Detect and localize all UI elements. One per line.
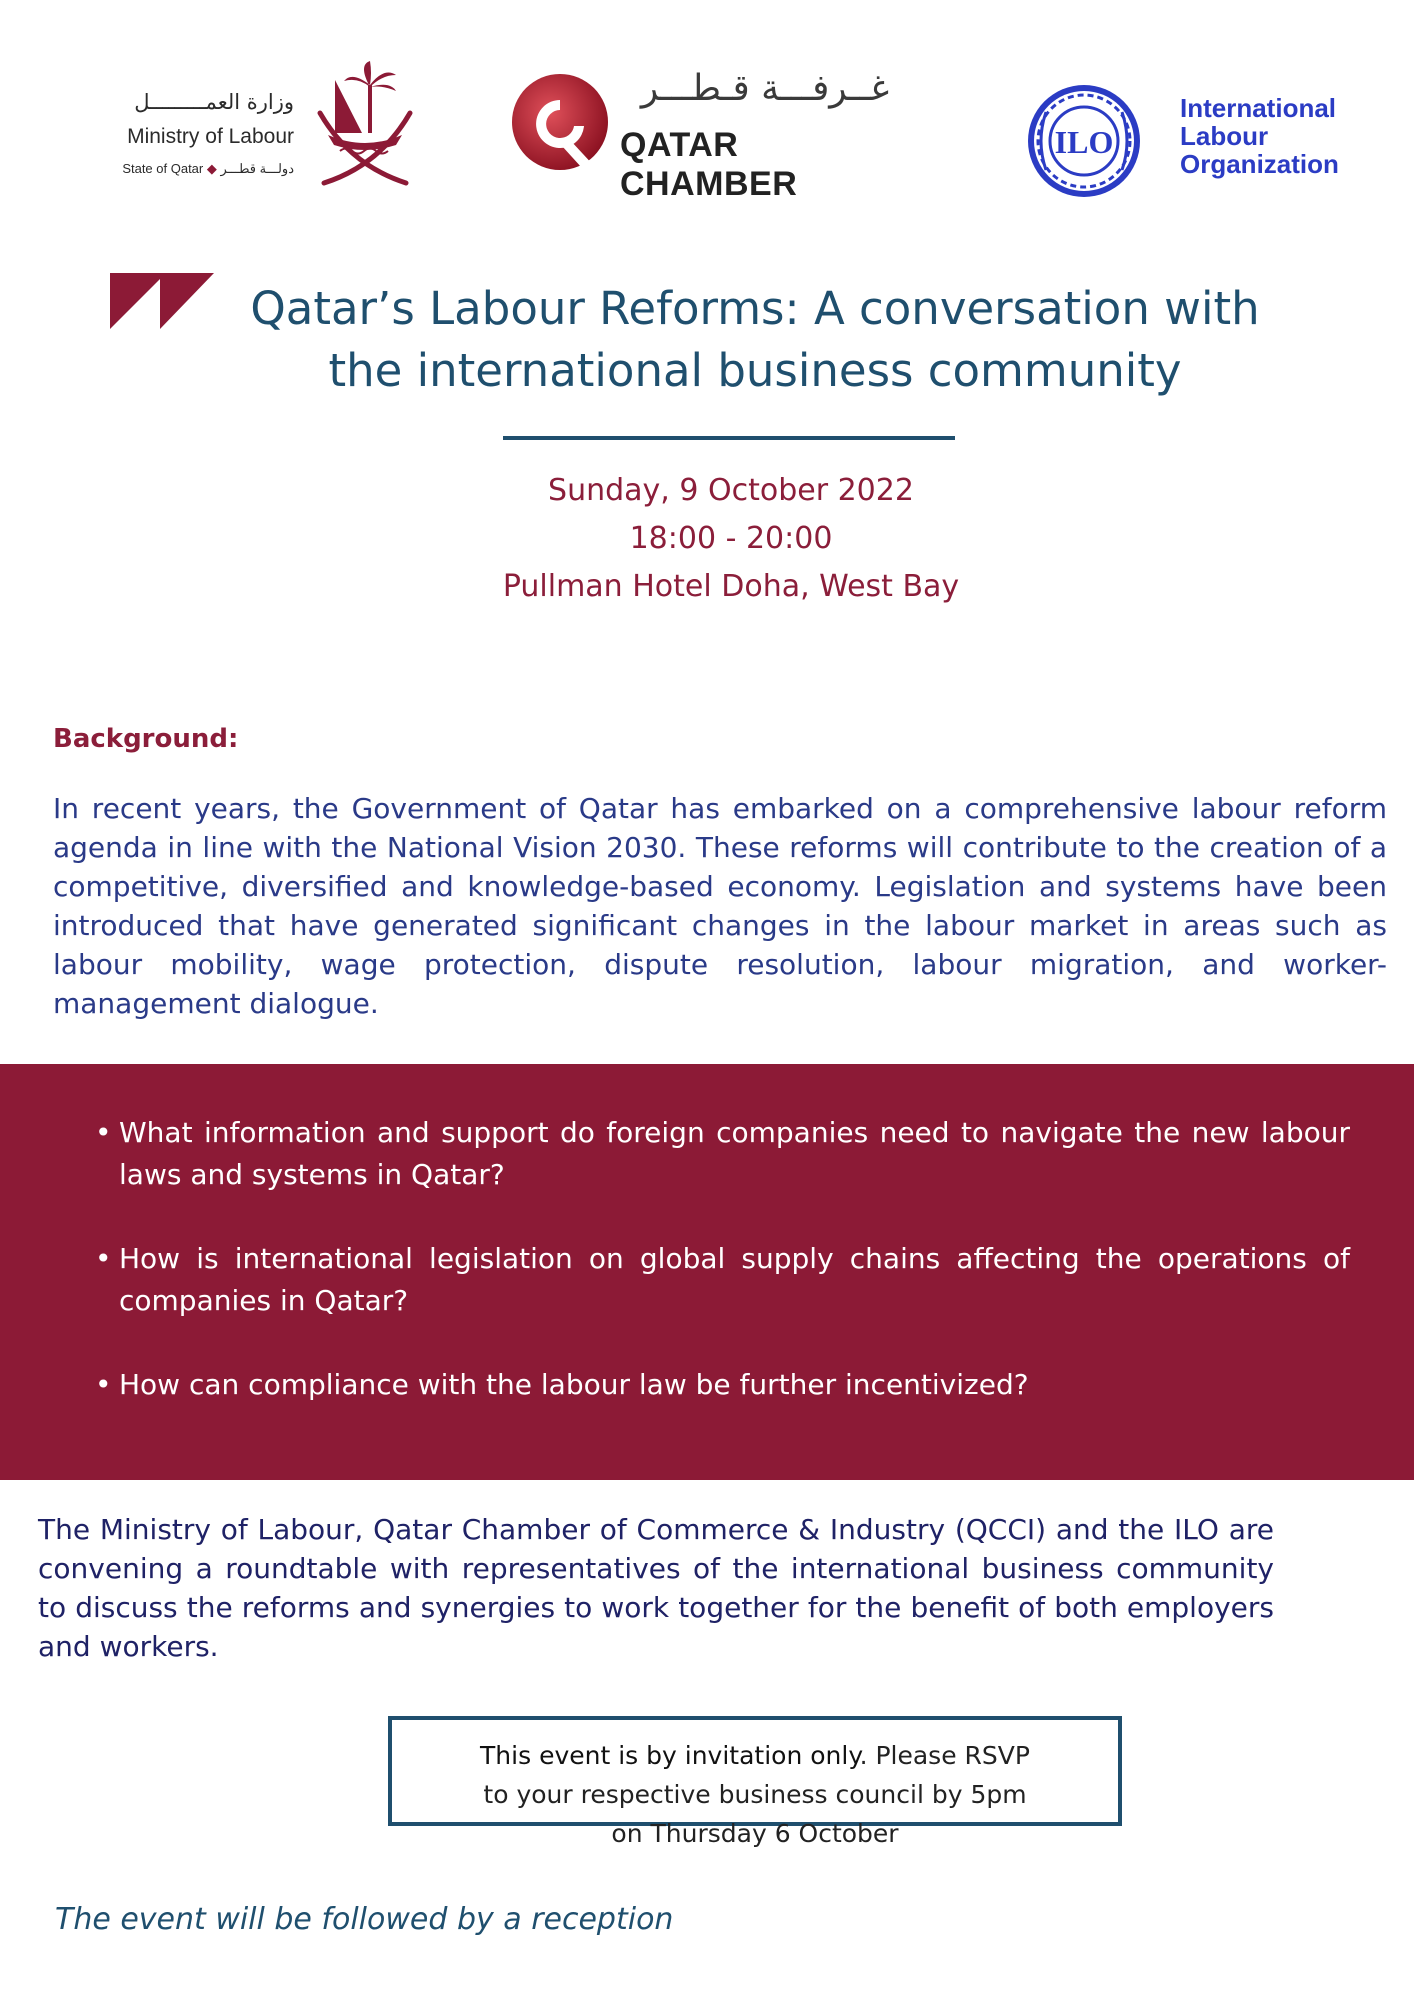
rsvp-box: [388, 1716, 1122, 1848]
rsvp-line-1-rest: . Please RSVP: [859, 1741, 1030, 1770]
qatar-chamber-logo: [508, 62, 928, 203]
rsvp-text: [392, 1736, 1118, 1853]
invitation-only-text: This event is by invitation only: [480, 1741, 860, 1770]
qatar-chamber-arabic-name: غــرفـــة قـطـــر: [640, 68, 890, 109]
bullet-icon: •: [95, 1116, 112, 1149]
event-date: Sunday, 9 October 2022: [548, 473, 914, 508]
question-item: [95, 1112, 1350, 1196]
question-text: How is international legislation on global supply chains affecting the operations of companies in Qatar?: [119, 1242, 1350, 1317]
questions-list: [95, 1112, 1350, 1448]
event-time: 18:00 - 20:00: [629, 521, 833, 556]
title-line-2: the international business community: [328, 344, 1182, 397]
separator-dot: ◆: [206, 161, 221, 176]
page-title: [190, 278, 1320, 402]
questions-band: [0, 1064, 1414, 1480]
ilo-name-line3: Organization: [1180, 149, 1339, 179]
ilo-logo: [1024, 82, 1364, 202]
ilo-name-line1: International: [1180, 93, 1337, 123]
rsvp-line-2: to your respective business council by 5pm: [483, 1780, 1027, 1809]
ilo-emblem-text: ILO: [1054, 124, 1114, 160]
ministry-arabic-name: وزارة العمـــــــــل: [134, 90, 294, 114]
state-english: State of Qatar: [122, 161, 204, 176]
bullet-icon: •: [95, 1242, 112, 1275]
qatar-chamber-swirl-icon: [508, 70, 613, 175]
background-paragraph: In recent years, the Government of Qatar has embarked on a comprehensive labour reform agenda in line with the National Vision 2030. These reforms will contribute to the creation of a competitive, diversified and knowledge-based economy. Legislation and systems have been introduced that have generated significant changes in the labour market in areas such as labour mobility, wage protection, dispute resolution, labour migration, and worker- management dialogue.: [53, 792, 1387, 1020]
ministry-of-labour-logo: [78, 55, 438, 190]
question-item: [95, 1364, 1350, 1406]
event-venue: Pullman Hotel Doha, West Bay: [502, 569, 960, 604]
rsvp-line-1: [392, 1736, 1118, 1775]
question-text: How can compliance with the labour law be further incentivized?: [119, 1368, 1029, 1401]
question-text: What information and support do foreign companies need to navigate the new labour laws and systems in Qatar?: [119, 1116, 1350, 1191]
title-line-1: Qatar’s Labour Reforms: A conversation with: [250, 282, 1260, 335]
state-arabic: دولـــة قطـــر: [220, 161, 294, 176]
ministry-state-line: [78, 161, 294, 177]
ministry-english-name: Ministry of Labour: [127, 125, 294, 148]
convening-paragraph: The Ministry of Labour, Qatar Chamber of Commerce & Industry (QCCI) and the ILO are convening a roundtable with representatives of the international business community to discuss the reforms and synergies to work together for the benefit of both employers and workers.: [38, 1513, 1274, 1663]
background-heading: Background:: [53, 724, 239, 754]
ilo-name-line2: Labour: [1180, 121, 1269, 151]
question-item: [95, 1238, 1350, 1322]
title-divider: [503, 436, 955, 440]
event-details: [400, 467, 1062, 611]
ilo-name: [1180, 94, 1370, 178]
bullet-icon: •: [95, 1368, 112, 1401]
rsvp-line-3: on Thursday 6 October: [611, 1819, 899, 1848]
qatar-emblem-icon: [310, 55, 420, 190]
qatar-chamber-english-name: QATAR CHAMBER: [620, 126, 798, 203]
ilo-gear-emblem-icon: [1024, 82, 1144, 200]
reception-note: The event will be followed by a reception: [55, 1902, 674, 1937]
